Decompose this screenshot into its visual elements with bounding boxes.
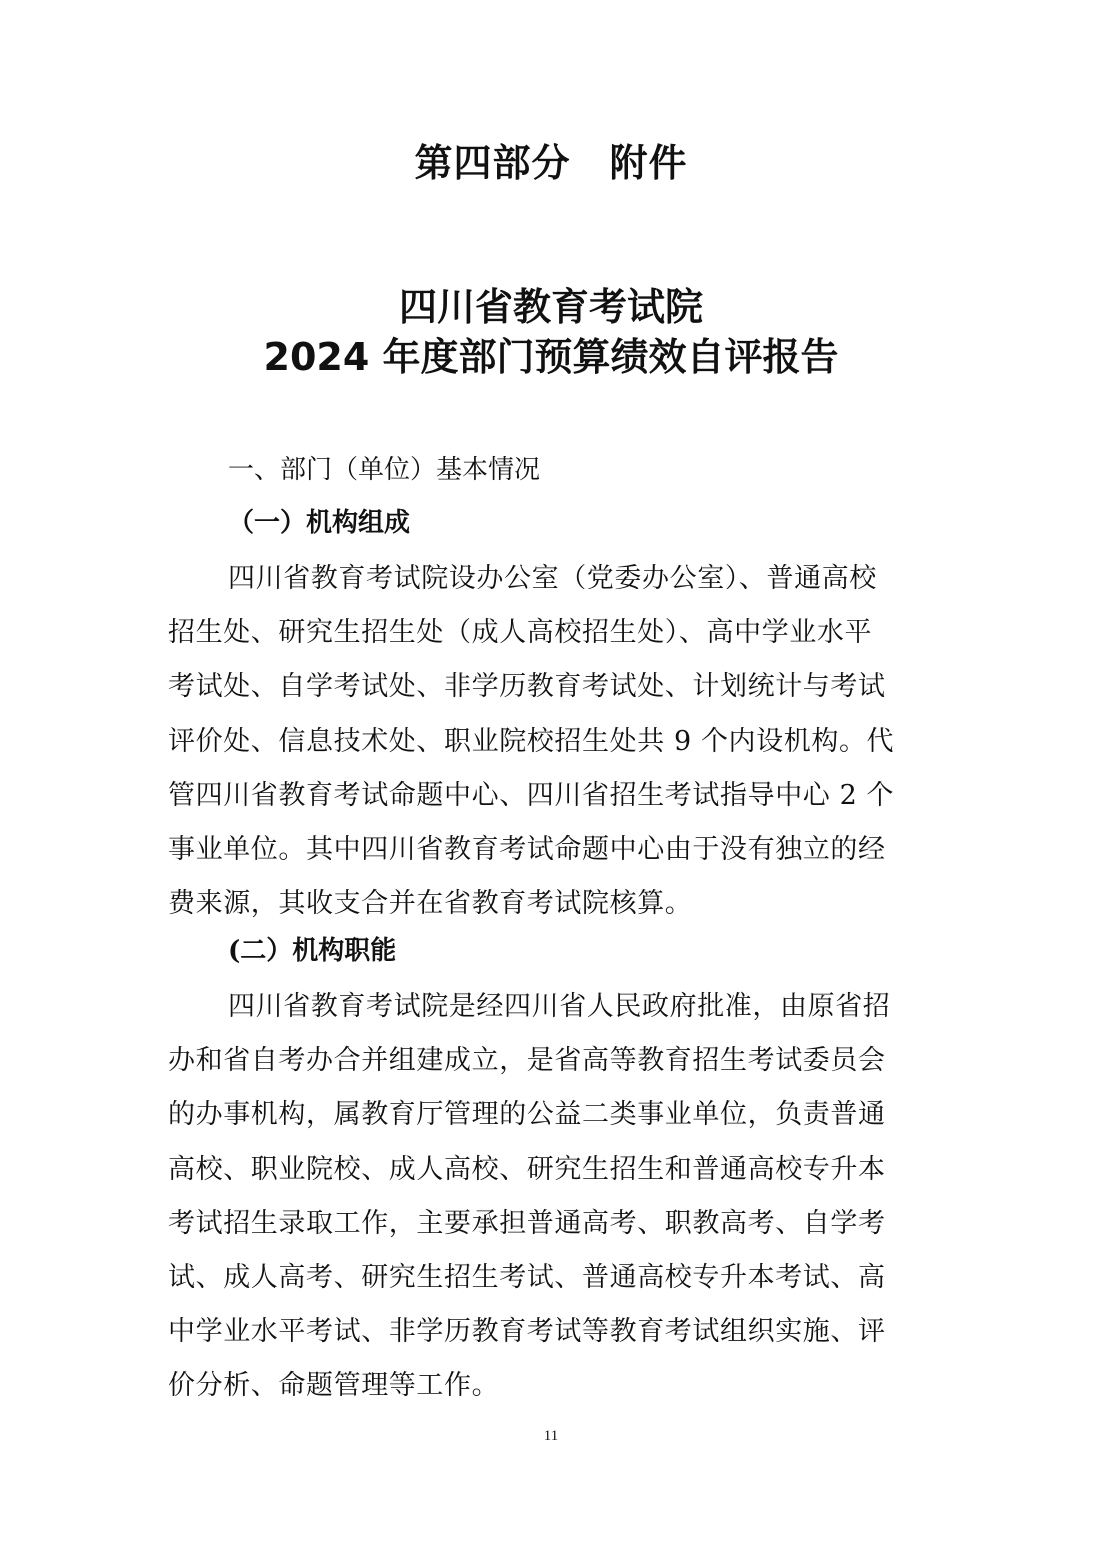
paragraph-line: 办和省自考办合并组建成立，是省高等教育招生考试委员会 bbox=[168, 1045, 886, 1077]
paragraph-line: 试、成人高考、研究生招生考试、普通高校专升本考试、高 bbox=[168, 1262, 886, 1294]
paragraph-line: 考试处、自学考试处、非学历教育考试处、计划统计与考试 bbox=[168, 671, 886, 703]
paragraph-line: 四川省教育考试院是经四川省人民政府批准，由原省招 bbox=[228, 991, 891, 1022]
paragraph-line: 考试招生录取工作，主要承担普通高考、职教高考、自学考 bbox=[168, 1207, 886, 1239]
paragraph-line: 费来源，其收支合并在省教育考试院核算。 bbox=[168, 888, 693, 920]
paragraph-line: 事业单位。其中四川省教育考试命题中心由于没有独立的经 bbox=[168, 834, 886, 866]
document-title-line-1: 四川省教育考试院 bbox=[398, 285, 703, 329]
paragraph-line: 价分析、命题管理等工作。 bbox=[168, 1370, 500, 1402]
page-number: 11 bbox=[543, 1428, 559, 1444]
paragraph-line: 高校、职业院校、成人高校、研究生招生和普通高校专升本 bbox=[168, 1153, 886, 1185]
paragraph-line: 中学业水平考试、非学历教育考试等教育考试组织实施、评 bbox=[168, 1316, 886, 1348]
subsection-heading-organization: （一）机构组成 bbox=[228, 508, 411, 538]
paragraph-line: 评价处、信息技术处、职业院校招生处共 9 个内设机构。代 bbox=[168, 725, 895, 757]
section-heading-basic-info: 一、部门（单位）基本情况 bbox=[228, 455, 541, 485]
paragraph-line: 招生处、研究生招生处（成人高校招生处）、高中学业水平 bbox=[168, 617, 873, 649]
paragraph-line: 四川省教育考试院设办公室（党委办公室）、普通高校 bbox=[228, 563, 877, 594]
paragraph-line: 的办事机构，属教育厅管理的公益二类事业单位，负责普通 bbox=[168, 1099, 886, 1131]
paragraph-functions bbox=[168, 980, 890, 1414]
paragraph-organization bbox=[168, 552, 894, 931]
subsection-heading-functions: (二）机构职能 bbox=[228, 936, 397, 966]
document-title bbox=[0, 282, 1102, 382]
paragraph-line: 管四川省教育考试命题中心、四川省招生考试指导中心 2 个 bbox=[168, 779, 895, 811]
document-title-line-2: 2024 年度部门预算绩效自评报告 bbox=[263, 335, 839, 379]
part-title: 第四部分 附件 bbox=[414, 141, 688, 185]
